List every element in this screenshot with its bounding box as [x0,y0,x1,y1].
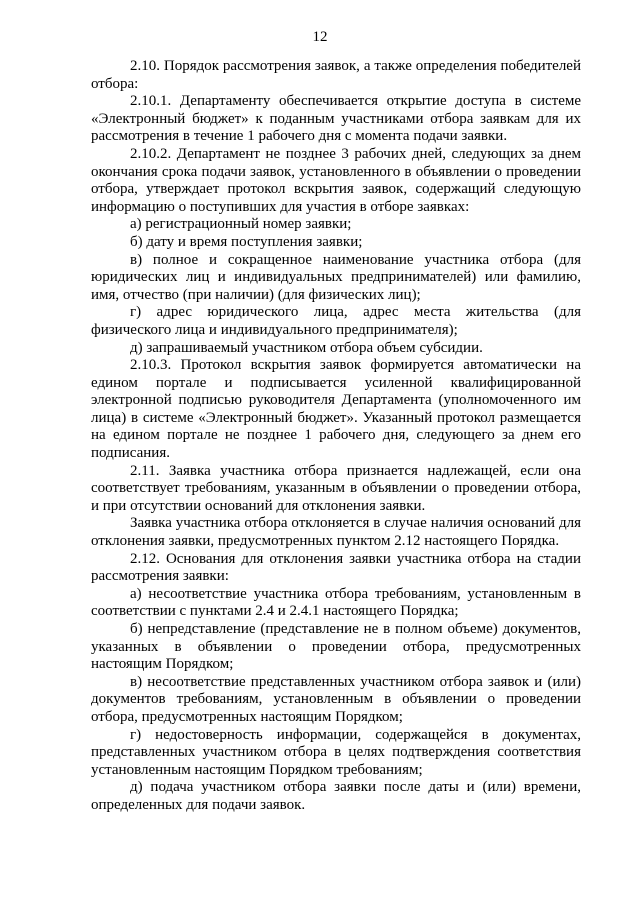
list-item-b: б) дату и время поступления заявки; [130,233,363,250]
paragraph-2-10-3: 2.10.3. Протокол вскрытия заявок формируется автоматически на едином портале и подписывается усиленной квалифицированной электронной подписью руководителя Департамента (уполномоченного им лица) в системе «Электронный бюджет». Указанный протокол размещается на едином портале не позднее 1 рабочего дня, следующего за днем его подписания. [91,357,581,462]
list-item-g: г) адрес юридического лица, адрес места жительства (для физического лица и индивидуального предпринимателя); [91,304,581,338]
list-item-a: а) регистрационный номер заявки; [130,216,352,233]
paragraph-2-12: 2.12. Основания для отклонения заявки участника отбора на стадии рассмотрения заявки: [91,550,581,585]
page-number: 12 [312,29,328,45]
paragraph-2-10: 2.10. Порядок рассмотрения заявок, а также определения победителей отбора: [91,58,581,92]
paragraph-2-10-1: 2.10.1. Департаменту обеспечивается открытие доступа в системе «Электронный бюджет» к поданным участниками отбора заявкам для их рассмотрения в течение 1 рабочего дня с момента подачи заявки. [91,93,581,145]
paragraph-2-11: 2.11. Заявка участника отбора признается надлежащей, если она соответствует требованиям, указанным в объявлении о проведении отбора, и при отсутствии оснований для отклонения заявки. [91,462,581,514]
ground-item-b: б) непредставление (представление не в полном объеме) документов, указанных в объявлении о проведении отбора, предусмотренных настоящим Порядком; [91,621,581,673]
ground-item-g: г) недостоверность информации, содержащейся в документах, представленных участником отбора в целях подтверждения соответствия установленным настоящим Порядком требованиям; [91,726,581,778]
list-item-d: д) запрашиваемый участником отбора объем субсидии. [130,339,483,356]
list-item-v: в) полное и сокращенное наименование участника отбора (для юридических лиц и индивидуальных предпринимателей) или фамилию, имя, отчество (при наличии) (для физических лиц); [91,251,581,303]
document-body [91,58,581,815]
ground-item-v: в) несоответствие представленных участником отбора заявок и (или) документов требованиям, установленным в объявлении о проведении отбора, предусмотренных настоящим Порядком; [91,673,581,725]
ground-item-a: а) несоответствие участника отбора требованиям, установленным в соответствии с пунктами 2.4 и 2.4.1 настоящего Порядка; [91,585,581,620]
ground-item-d: д) подача участником отбора заявки после даты и (или) времени, определенных для подачи заявок. [91,779,581,813]
paragraph-2-10-2: 2.10.2. Департамент не позднее 3 рабочих дней, следующих за днем окончания срока подачи заявок, установленного в объявлении о проведении отбора, утверждает протокол вскрытия заявок, содержащий следующую информацию о поступивших для участия в отборе заявках: [91,145,581,215]
paragraph-rejection: Заявка участника отбора отклоняется в случае наличия оснований для отклонения заявки, предусмотренных пунктом 2.12 настоящего Порядка. [91,515,581,550]
